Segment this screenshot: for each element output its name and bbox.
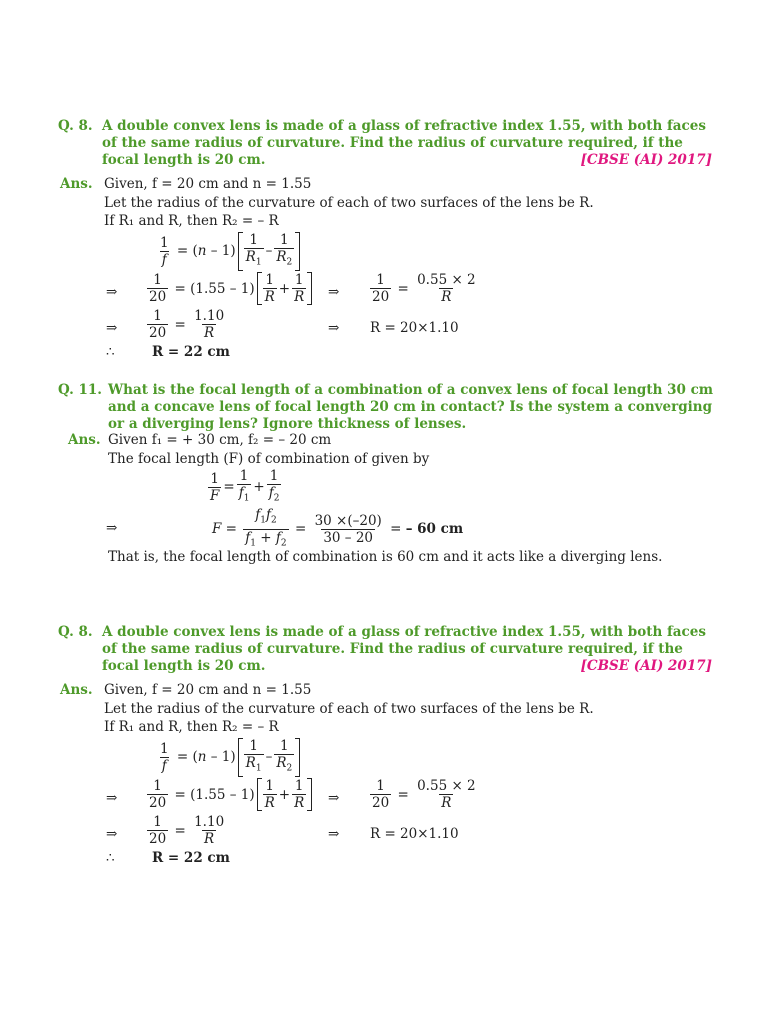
answer-label: Ans. xyxy=(60,176,93,192)
implies-symbol: ⇒ xyxy=(328,320,340,336)
reduced-equation: $\frac{1}{20}$ = $\frac{1.10}{R}$ xyxy=(149,814,225,847)
given-line: Given, f = 20 cm and n = 1.55 xyxy=(104,682,312,698)
radius-relation: If R₁ and R, then R₂ = – R xyxy=(104,719,279,735)
radius-statement: Let the radius of the curvature of each of two surfaces of the lens be R. xyxy=(104,701,594,717)
question-text: What is the focal length of a combination of a convex lens of focal length 30 cm and a concave lens of focal length 20 cm in contact? Is the system a converging or a diverging lens? Ignore thickness of lenses. xyxy=(108,382,714,432)
exam-citation: [CBSE (AI) 2017] xyxy=(580,658,712,674)
question-number: Q. 11. xyxy=(58,382,102,398)
focal-statement: The focal length (F) of combination of given by xyxy=(108,451,430,467)
lens-maker-equation: $\frac{1}{f}$ = (n – 1) $\frac{1}{R_1}$ – $\frac{1}{R_2}$ xyxy=(156,738,302,777)
question-text: A double convex lens is made of a glass of refractive index 1.55, with both faces of the same radius of curvature. Find the radius of curvature required, if the focal length is 20 cm. xyxy=(102,118,706,168)
radius-product: R = 20×1.10 xyxy=(370,320,459,336)
question-number: Q. 8. xyxy=(58,118,93,134)
substituted-equation: $\frac{1}{20}$ = (1.55 – 1) $\frac{1}{R}$ + $\frac{1}{R}$ xyxy=(145,778,314,811)
simplified-equation: $\frac{1}{20}$ = $\frac{0.55 \times 2}{R}$ xyxy=(372,272,476,305)
final-result: R = 22 cm xyxy=(152,850,230,866)
lens-maker-equation: $\frac{1}{f}$ = (n – 1) $\frac{1}{R_1}$ – $\frac{1}{R_2}$ xyxy=(156,232,302,271)
implies-symbol: ⇒ xyxy=(106,826,118,842)
radius-statement: Let the radius of the curvature of each of two surfaces of the lens be R. xyxy=(104,195,594,211)
reduced-equation: $\frac{1}{20}$ = $\frac{1.10}{R}$ xyxy=(149,308,225,341)
focal-result: – 60 cm xyxy=(405,521,464,538)
implies-symbol: ⇒ xyxy=(328,284,340,300)
given-line: Given f₁ = + 30 cm, f₂ = – 20 cm xyxy=(108,432,332,448)
question-number: Q. 8. xyxy=(58,624,93,640)
substituted-equation: $\frac{1}{20}$ = (1.55 – 1) $\frac{1}{R}$ + $\frac{1}{R}$ xyxy=(145,272,314,305)
conclusion-text: That is, the focal length of combination is 60 cm and it acts like a diverging lens. xyxy=(108,549,663,565)
implies-symbol: ⇒ xyxy=(328,826,340,842)
given-line: Given, f = 20 cm and n = 1.55 xyxy=(104,176,312,192)
implies-symbol: ⇒ xyxy=(106,520,118,536)
implies-symbol: ⇒ xyxy=(106,284,118,300)
combination-calculation: F = $\frac{f_1f_2}{f_1 + f_2}$ = $\frac{30 \times(-20)}{30 - 20}$ = – 60 cm xyxy=(212,507,463,551)
implies-symbol: ⇒ xyxy=(106,790,118,806)
final-result: R = 22 cm xyxy=(152,344,230,360)
implies-symbol: ⇒ xyxy=(106,320,118,336)
therefore-symbol: ∴ xyxy=(106,344,115,360)
radius-product: R = 20×1.10 xyxy=(370,826,459,842)
simplified-equation: $\frac{1}{20}$ = $\frac{0.55 \times 2}{R}$ xyxy=(372,778,476,811)
radius-relation: If R₁ and R, then R₂ = – R xyxy=(104,213,279,229)
therefore-symbol: ∴ xyxy=(106,850,115,866)
answer-label: Ans. xyxy=(60,682,93,698)
answer-label: Ans. xyxy=(68,432,101,448)
combination-formula: $\frac{1}{F}$ = $\frac{1}{f_1}$ + $\frac{1}{f_2}$ xyxy=(206,468,283,507)
question-text: A double convex lens is made of a glass of refractive index 1.55, with both faces of the same radius of curvature. Find the radius of curvature required, if the focal length is 20 cm. xyxy=(102,624,706,674)
implies-symbol: ⇒ xyxy=(328,790,340,806)
exam-citation: [CBSE (AI) 2017] xyxy=(580,152,712,168)
